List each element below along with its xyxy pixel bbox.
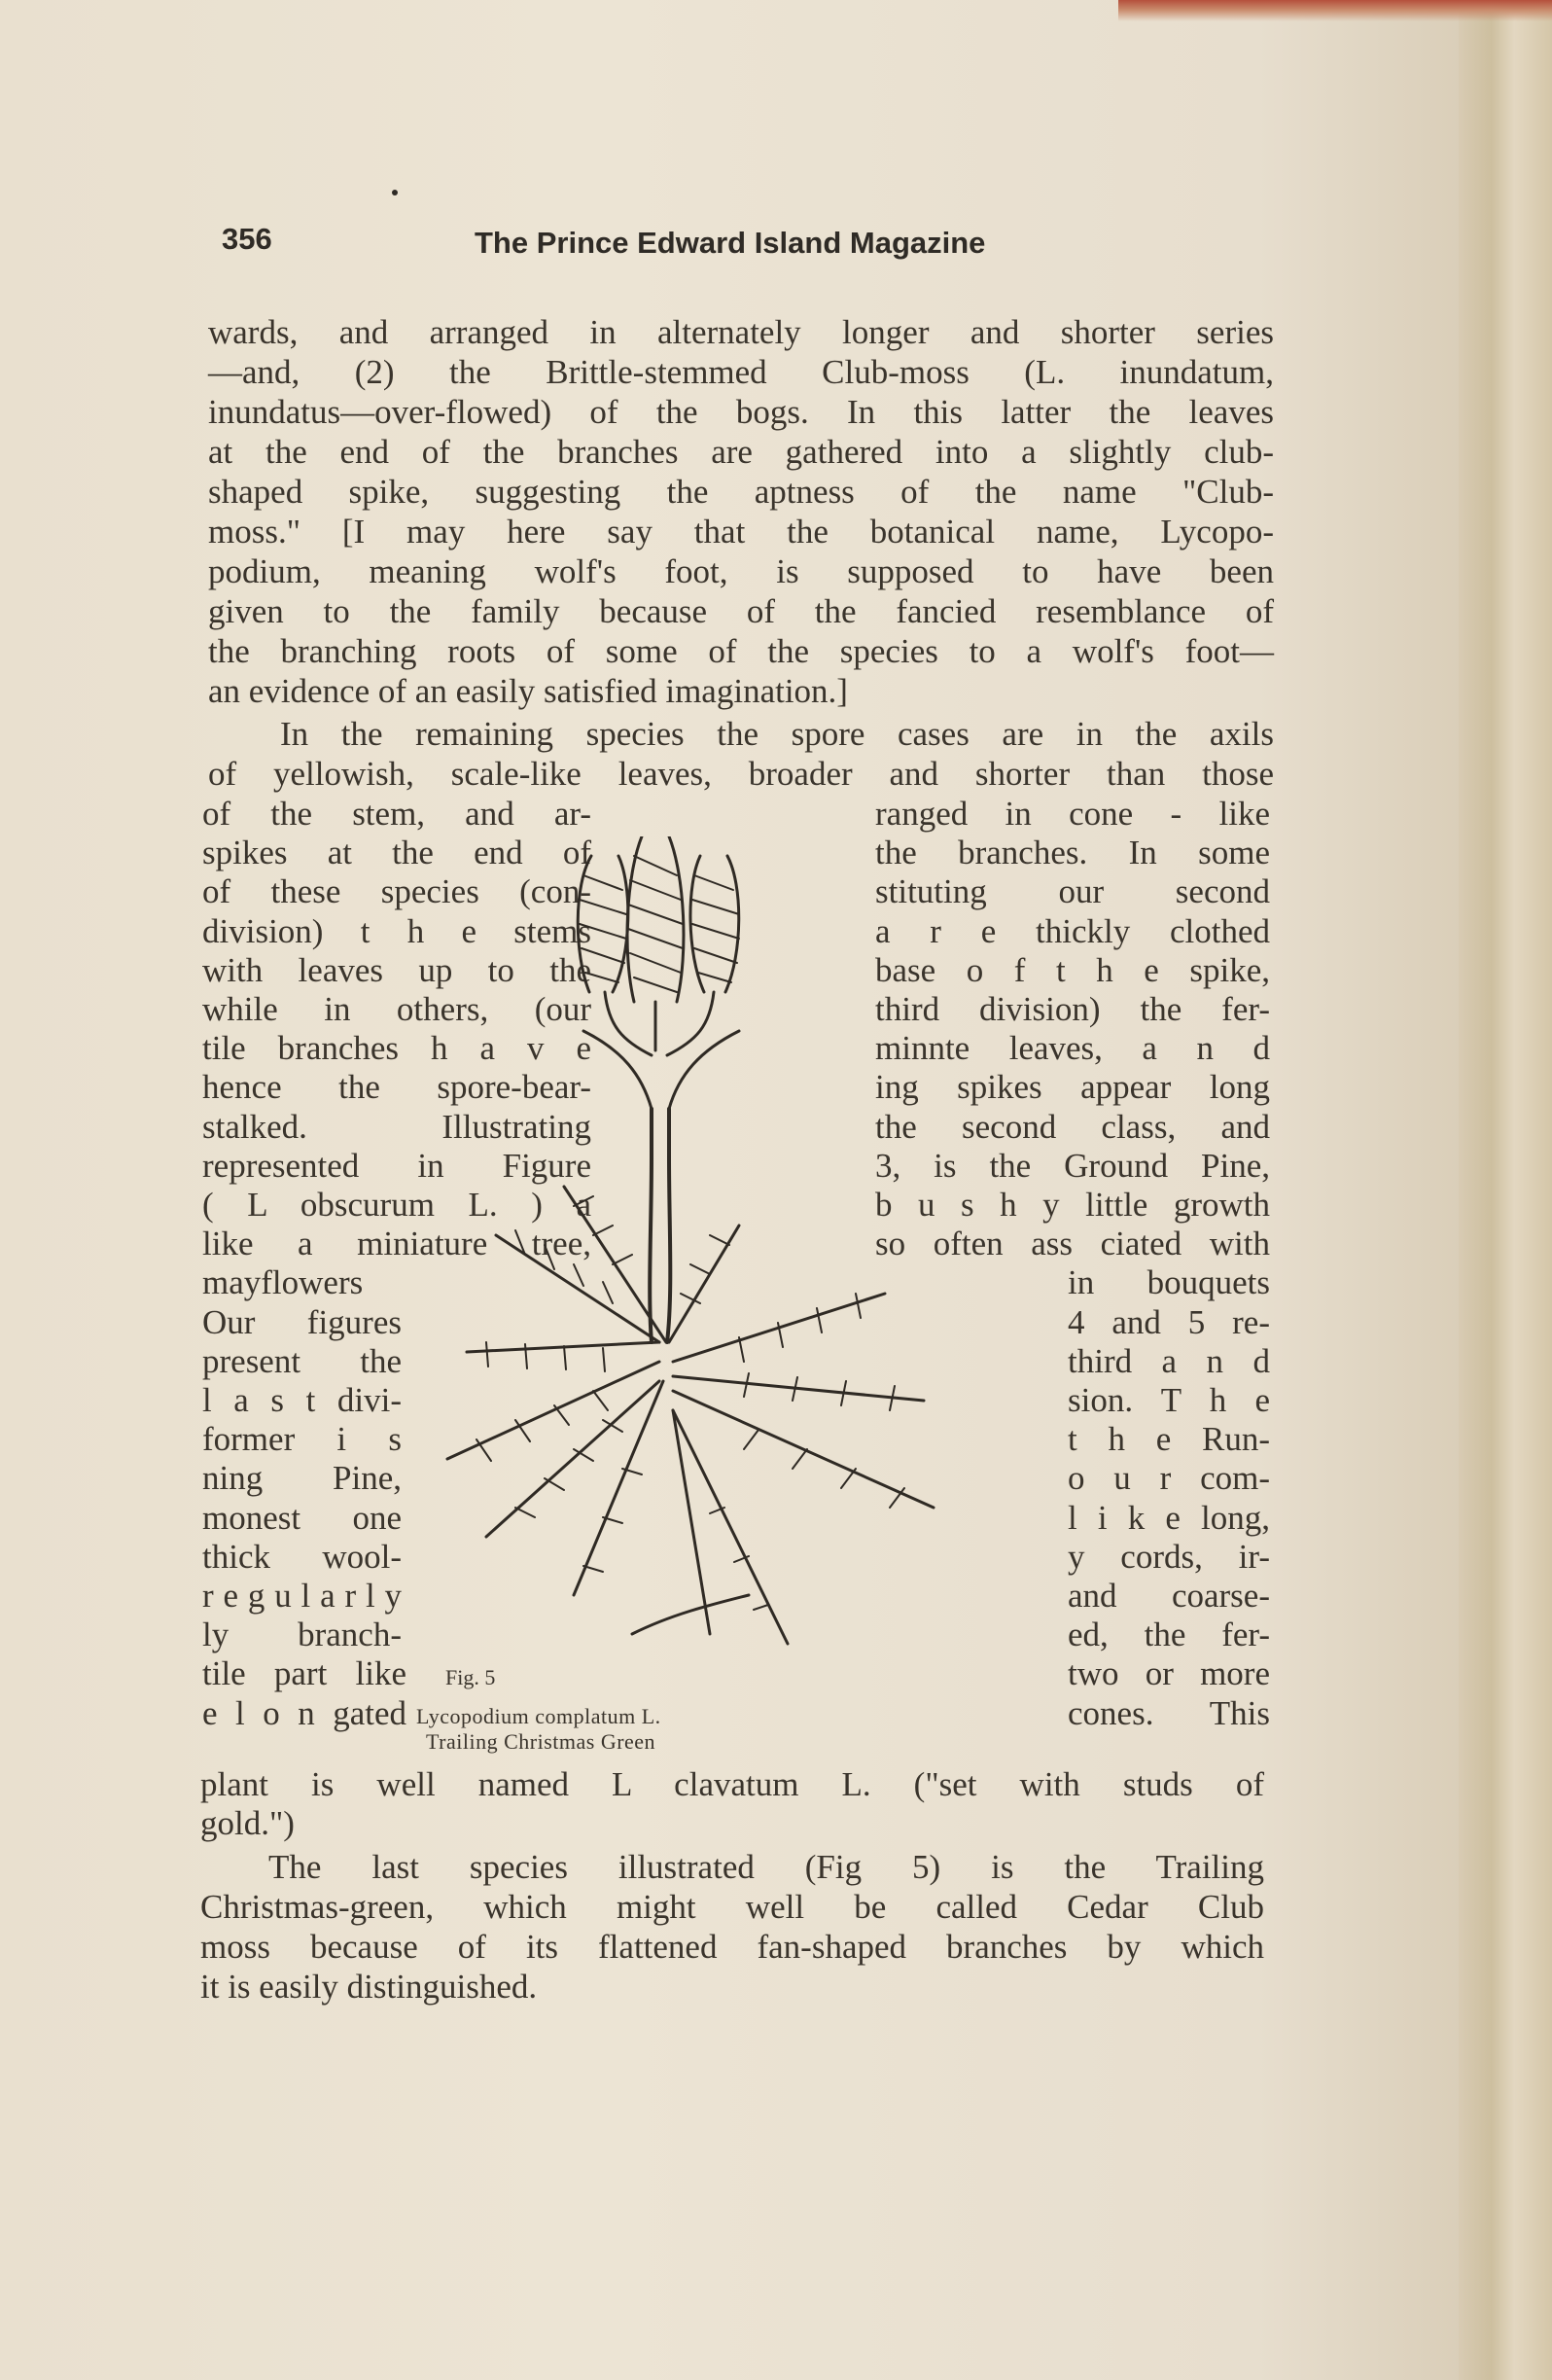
figure-label: Fig. 5 (445, 1665, 496, 1689)
right-column-line: ranged in cone - like (875, 795, 1270, 833)
left-column-line: of these species (con- (202, 872, 591, 911)
left-column-line: ning Pine, (202, 1459, 402, 1498)
text-line: moss because of its flattened fan-shaped branches by which (200, 1928, 1264, 1966)
text-line: In the remaining species the spore cases are in the axils (280, 715, 1274, 753)
right-column-line: the branches. In some (875, 834, 1270, 872)
text-line: at the end of the branches are gathered into a slightly club- (208, 433, 1274, 471)
running-head: The Prince Edward Island Magazine (475, 226, 986, 260)
right-column-line: y cords, ir- (1068, 1537, 1270, 1576)
text-line: inundatus—over-flowed) of the bogs. In this latter the leaves (208, 393, 1274, 431)
text-line: plant is well named L clavatum L. ("set with studs of (200, 1765, 1264, 1803)
left-column-line: represented in Figure (202, 1146, 591, 1185)
right-column-line: b u s h y little growth (875, 1186, 1270, 1224)
right-column-line: stituting our second (875, 872, 1270, 911)
right-column-line: base o f t h e spike, (875, 950, 1270, 989)
left-column-line: l a s t divi- (202, 1381, 402, 1419)
left-column-line: while in others, (our (202, 990, 591, 1028)
left-column-line: r e g u l a r l y (202, 1577, 402, 1615)
left-column-line: tile branches h a v e (202, 1029, 591, 1068)
left-column-line: stalked. Illustrating (202, 1107, 591, 1146)
left-column-line: former i s (202, 1420, 402, 1459)
left-column-line: like a miniature tree, (202, 1225, 591, 1263)
text-line: Christmas-green, which might well be called Cedar Club (200, 1888, 1264, 1926)
book-page-edge (1459, 0, 1552, 2380)
left-column-line: spikes at the end of (202, 834, 591, 872)
left-column-line: mayflowers (202, 1263, 364, 1302)
right-column-line: t h e Run- (1068, 1420, 1270, 1459)
left-column-line: thick wool- (202, 1537, 402, 1576)
right-column-line: and coarse- (1068, 1577, 1270, 1615)
left-column-line: ly branch- (202, 1616, 402, 1654)
right-column-line: two or more (1068, 1654, 1270, 1693)
text-line: gold.") (200, 1804, 295, 1842)
page-number: 356 (222, 222, 272, 256)
figure-caption-line1: Lycopodium complatum L. (416, 1704, 661, 1728)
figure-caption-line2: Trailing Christmas Green (426, 1729, 656, 1754)
left-column-line: Our figures (202, 1302, 402, 1341)
left-column-line: of the stem, and ar- (202, 795, 591, 833)
text-line: an evidence of an easily satisfied imagination.] (208, 672, 848, 710)
right-column-line: ing spikes appear long (875, 1068, 1270, 1107)
right-column-line: minnte leaves, a n d (875, 1029, 1270, 1068)
left-column-line: e l o n gated (202, 1693, 406, 1732)
left-column-line: monest one (202, 1498, 402, 1537)
left-column-line: hence the spore-bear- (202, 1068, 591, 1107)
right-column-line: a r e thickly clothed (875, 911, 1270, 950)
right-column-line: in bouquets (1068, 1263, 1270, 1302)
left-column-line: ( L obscurum L. ) a (202, 1186, 591, 1224)
ink-dot (392, 190, 398, 195)
text-line: shaped spike, suggesting the aptness of the name "Club- (208, 473, 1274, 511)
text-line: The last species illustrated (Fig 5) is the Trailing (268, 1848, 1264, 1886)
right-column-line: 4 and 5 re- (1068, 1302, 1270, 1341)
right-column-line: sion. T h e (1068, 1381, 1270, 1419)
right-column-line: ed, the fer- (1068, 1616, 1270, 1654)
right-column-line: third a n d (1068, 1341, 1270, 1380)
left-column-line: with leaves up to the (202, 950, 591, 989)
left-column-line: present the (202, 1341, 402, 1380)
right-column-line: so often ass ciated with (875, 1225, 1270, 1263)
text-line: podium, meaning wolf's foot, is supposed to have been (208, 552, 1274, 590)
right-column-line: l i k e long, (1068, 1498, 1270, 1537)
text-line: moss." [I may here say that the botanical name, Lycopo- (208, 513, 1274, 551)
left-column-line: division) t h e stems (202, 911, 591, 950)
text-line: of yellowish, scale-like leaves, broader and shorter than those (208, 755, 1274, 793)
right-column-line: third division) the fer- (875, 990, 1270, 1028)
clubmoss-illustration (418, 836, 1002, 1760)
text-line: —and, (2) the Brittle-stemmed Club-moss (L. inundatum, (208, 353, 1274, 391)
left-column-line: tile part like (202, 1654, 406, 1693)
right-column-line: cones. This (1068, 1693, 1270, 1732)
text-line: wards, and arranged in alternately longer and shorter series (208, 313, 1274, 351)
text-line: the branching roots of some of the species to a wolf's foot— (208, 632, 1274, 670)
text-line: it is easily distinguished. (200, 1968, 538, 2006)
text-line: given to the family because of the fancied resemblance of (208, 592, 1274, 630)
right-column-line: the second class, and (875, 1107, 1270, 1146)
book-top-edge (1118, 0, 1552, 21)
right-column-line: o u r com- (1068, 1459, 1270, 1498)
right-column-line: 3, is the Ground Pine, (875, 1146, 1270, 1185)
